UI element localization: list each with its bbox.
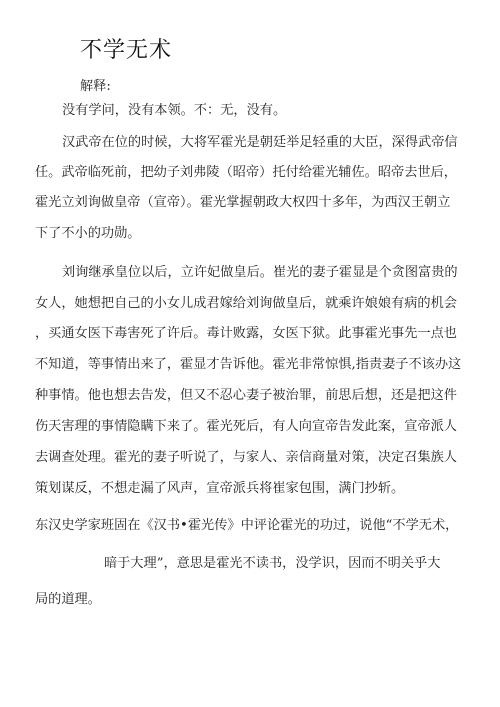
paragraph2-line: 伤天害理的事情隐瞒下来了。霍光死后，有人向宣帝告发此案，宣帝派人 xyxy=(35,419,457,434)
paragraph2-line: 女人，她想把自己的小女儿成君嫁给刘询做皇后，就乘许娘娘有病的机会 xyxy=(35,296,457,311)
paragraph1-line: 下了不小的功勋。 xyxy=(35,226,141,241)
paragraph1-line: 任。武帝临死前，把幼子刘弗陵（昭帝）托付给霍光辅佐。昭帝去世后， xyxy=(35,165,457,180)
paragraph1-line: 霍光立刘询做皇帝（宣帝）。霍光掌握朝政大权四十多年，为西汉王朝立 xyxy=(35,195,451,210)
paragraph2-line: 策划谋反，不想走漏了风声，宣帝派兵将崔家包围，满门抄斩。 xyxy=(35,481,405,496)
paragraph1-line: 汉武帝在位的时候，大将军霍光是朝廷举足轻重的大臣，深得武帝信 xyxy=(62,135,458,150)
paragraph3-line: 暗于大理”，意思是霍光不读书，没学识，因而不明关乎大 xyxy=(104,556,441,571)
paragraph3-line: 局的道理。 xyxy=(35,592,101,607)
paragraph3-line: 东汉史学家班固在《汉书•霍光传》中评论霍光的功过，说他“不学无术， xyxy=(35,518,459,533)
explanation-label: 解释: xyxy=(80,79,111,94)
document-title: 不学无术 xyxy=(80,38,173,63)
paragraph2-line: 不知道，等事情出来了，霍显才告诉他。霍光非常惊惧,指责妻子不该办这 xyxy=(35,357,462,372)
paragraph2-line: 刘询继承皇位以后，立许妃做皇后。崔光的妻子霍显是个贪图富贵的 xyxy=(62,265,458,280)
paragraph2-line: 种事情。他也想去告发，但又不忍心妻子被治罪，前思后想，还是把这件 xyxy=(35,388,457,403)
paragraph2-line: ，买通女医下毒害死了许后。毒计败露，女医下狱。此事霍光事先一点也 xyxy=(35,326,457,341)
definition-text: 没有学问，没有本领。不：无，没有。 xyxy=(62,103,287,118)
paragraph2-line: 去调查处理。霍光的妻子听说了，与家人、亲信商量对策，决定召集族人 xyxy=(35,450,457,465)
